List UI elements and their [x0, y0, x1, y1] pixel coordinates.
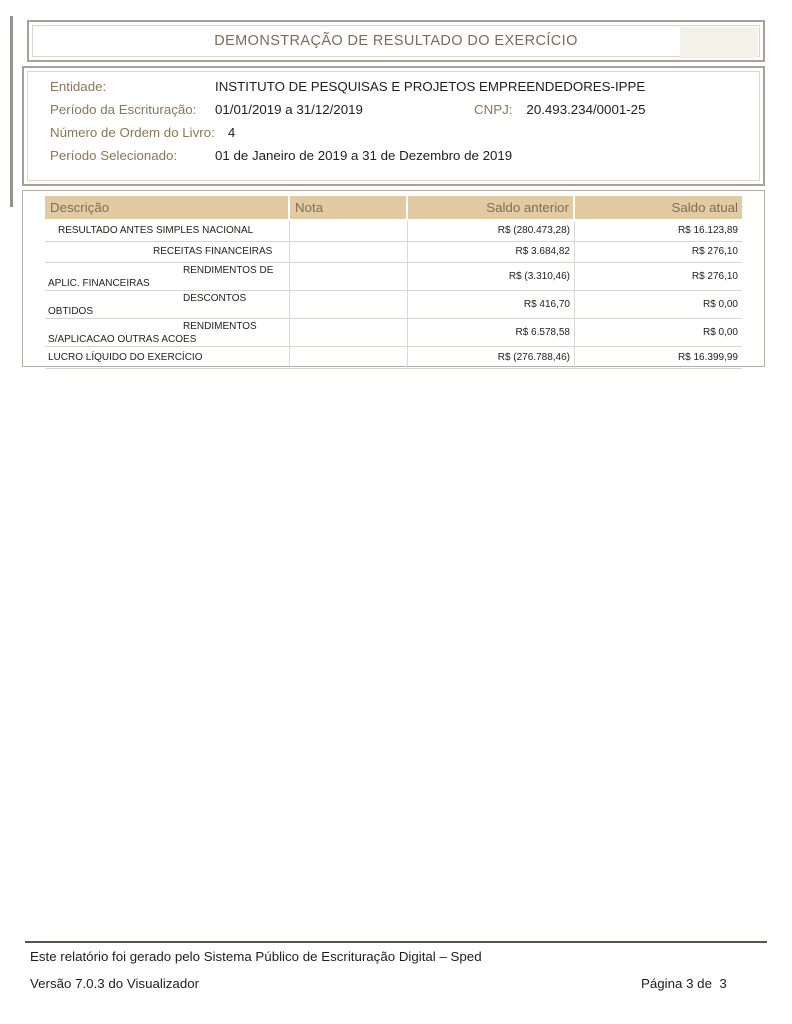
cell-saldo-anterior: R$ 416,70: [408, 291, 575, 318]
cell-descricao: RESULTADO ANTES SIMPLES NACIONAL: [45, 221, 290, 241]
entity-info-box: [22, 66, 765, 186]
cell-nota: [290, 221, 408, 241]
result-table: [45, 196, 742, 369]
entidade-label: Entidade:: [50, 79, 107, 94]
cell-nota: [290, 263, 408, 290]
cell-saldo-atual: R$ 0,00: [702, 299, 738, 310]
numero-ordem-row: [50, 125, 763, 140]
table-row: [45, 347, 742, 369]
cell-nota: [290, 242, 408, 262]
numero-ordem-value: 4: [227, 125, 236, 140]
cell-saldo-atual: R$ 276,10: [691, 246, 738, 257]
cell-saldo-atual: R$ 16.399,99: [677, 352, 738, 363]
title-box-sheen: [680, 27, 758, 58]
cell-descricao: RENDIMENTOS DE APLIC. FINANCEIRAS: [45, 263, 290, 290]
table-row: [45, 242, 742, 263]
header-nota: Nota: [290, 196, 406, 219]
report-title: DEMONSTRAÇÃO DE RESULTADO DO EXERCÍCIO: [214, 33, 578, 49]
table-row: [45, 263, 742, 291]
cell-nota: [290, 319, 408, 346]
periodo-selecionado-value: 01 de Janeiro de 2019 a 31 de Dezembro de 2019: [215, 148, 513, 163]
entidade-row: [50, 79, 763, 94]
cnpj-value: 20.493.234/0001-25: [526, 102, 646, 117]
header-saldo-anterior: Saldo anterior: [408, 196, 573, 219]
cell-saldo-atual: R$ 16.123,89: [677, 225, 738, 236]
cnpj-label: CNPJ:: [474, 102, 513, 117]
page-edge-artifact: [10, 16, 13, 207]
cell-saldo-atual: R$ 276,10: [691, 271, 738, 282]
periodo-selecionado-label: Período Selecionado:: [50, 148, 178, 163]
cell-nota: [290, 347, 408, 368]
cell-saldo-anterior: R$ (280.473,28): [408, 221, 575, 241]
cell-saldo-anterior: R$ (3.310,46): [408, 263, 575, 290]
report-title-box: [27, 20, 765, 62]
cell-saldo-anterior: R$ 6.578,58: [408, 319, 575, 346]
periodo-selecionado-row: [50, 148, 763, 163]
entidade-value: INSTITUTO DE PESQUISAS E PROJETOS EMPREENDEDORES-IPPE: [215, 79, 646, 94]
cell-descricao: RENDIMENTOS S/APLICACAO OUTRAS ACOES: [45, 319, 290, 346]
footer-generated-text: Este relatório foi gerado pelo Sistema Público de Escrituração Digital – Sped: [30, 949, 482, 964]
footer-page-number: Página 3 de 3: [641, 976, 727, 991]
table-row: [45, 319, 742, 347]
periodo-escrituracao-value: 01/01/2019 a 31/12/2019: [215, 102, 363, 117]
header-descricao: Descrição: [45, 196, 288, 219]
periodo-escrituracao-label: Período da Escrituração:: [50, 102, 197, 117]
numero-ordem-label: Número de Ordem do Livro:: [50, 125, 215, 140]
table-row: [45, 221, 742, 242]
periodo-escrituracao-row: [50, 102, 763, 117]
table-header-row: [45, 196, 742, 219]
cell-descricao: DESCONTOS OBTIDOS: [45, 291, 290, 318]
table-body: [45, 221, 742, 369]
cell-nota: [290, 291, 408, 318]
cell-descricao: RECEITAS FINANCEIRAS: [45, 242, 290, 262]
cell-saldo-anterior: R$ 3.684,82: [408, 242, 575, 262]
cell-saldo-atual: R$ 0,00: [702, 327, 738, 338]
footer-divider: [25, 941, 767, 943]
cell-descricao: LUCRO LÍQUIDO DO EXERCÍCIO: [45, 347, 290, 368]
cell-saldo-anterior: R$ (276.788,46): [408, 347, 575, 368]
table-row: [45, 291, 742, 319]
footer-version-text: Versão 7.0.3 do Visualizador: [30, 976, 200, 991]
header-saldo-atual: Saldo atual: [575, 196, 742, 219]
result-table-container: [22, 190, 765, 367]
cnpj-group: [474, 102, 645, 117]
